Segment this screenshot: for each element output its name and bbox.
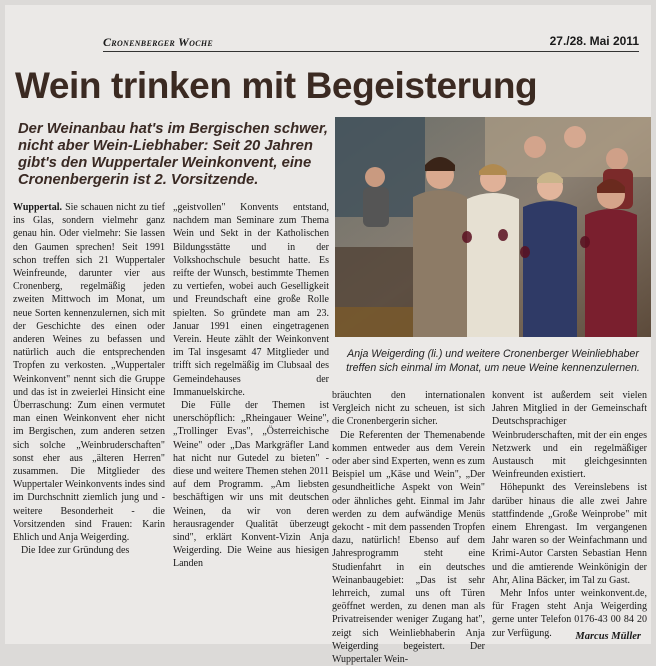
issue-date: 27./28. Mai 2011 <box>549 34 639 48</box>
article-text: bräuchten den internationalen Vergleich nicht zu scheuen, ist sich die Cronenbergerin sicher. <box>332 390 485 428</box>
article-headline: Wein trinken mit Begeisterung <box>15 65 538 106</box>
dateline: Wuppertal. <box>13 202 62 213</box>
article-column-1 <box>13 201 165 557</box>
article-text: „geistvollen" Konvents entstand, nachdem man Seminare zum Thema Wein und Sekt in der Katholischen Bildungsstätte und in der Volkshochschule besucht hatte. Es reifte der Wunsch, bestimmte Themen zu vertiefen, wobei auch Geselligkeit und Freundschaft eine große Rolle spielten. So gründete man am 23. Januar 1991 einen eingetragenen Verein. Heute zählt der Weinkonvent im Tal insgesamt 47 Mitglieder und trifft sich regelmäßig im Clubsaal des Gemeindehauses der Immanuelskirche. <box>173 202 329 398</box>
article-column-3 <box>332 389 485 666</box>
article-text: Die Idee zur Gründung des <box>21 545 130 557</box>
publication-name: Cronenberger Woche <box>103 35 213 49</box>
article-subheadline: Der Weinanbau hat's im Bergischen schwer, nicht aber Wein-Liebhaber: Seit 20 Jahren gibt's den Wuppertaler Weinkonvent, eine Cronenbergerin ist 2. Vorsitzende. <box>18 121 328 188</box>
newspaper-clipping <box>5 5 651 666</box>
author-byline: Marcus Müller <box>575 631 641 642</box>
group-photo-image <box>335 117 651 337</box>
article-text: Die Referenten der Themenabende kommen entweder aus dem Verein oder aber sind Experten, wenn es zum Beispiel um „Käse und Wein", „Der gesundheitliche Aspekt von Wein" oder ähnliches geht. Einmal im Jahr werden zu dem aufwändige Menüs gekocht - mit dem passenden Tropfen dazu, natürlich! Ebenso auf dem Jahresprogramm steht eine Studienfahrt in ein deutsches Weinanbaugebiet: „Das ist sehr lehrreich, zumal uns oft Türen geöffnet werden, zu denen man als Privatreisender weniger Zugang hat", zeigt sich Weinliebhaberin Anja Weigerding begeistert. Der Wuppertaler Wein- <box>332 429 485 666</box>
article-column-4 <box>492 389 647 640</box>
group-photo <box>335 117 651 337</box>
masthead <box>103 33 639 52</box>
article-column-2 <box>173 201 329 571</box>
article-text: Höhepunkt des Vereinslebens ist darüber hinaus die alle zwei Jahre stattfindende „Große Weinprobe" mit einem Ehrengast. Im vergangenen Jahr waren so der Weinfachmann und Krimi-Autor Carsten Sebastian Henn und die amtierende Weinkönigin der Ahr, Alina Bäcker, im Tal zu Gast. <box>492 482 647 586</box>
article-text: Sie schauen nicht zu tief ins Glas, sondern vielmehr ganz genau hin. Oder vielmehr: Sie lassen den Gaumen sprechen! Seit 1991 schon treffen sich 21 Wuppertaler Weinfreunde, darunter vier aus Cronenberg, regelmäßig jeden zweiten Mittwoch im Monat, um neue Sorten kennenzulernen, sich mit der Geschichte des einen oder anderen Weines zu befassen und natürlich auch die entsprechenden Tropfen zu verkosten. „Wuppertaler Weinkonvent" nennt sich die Gruppe und das ist in zweierlei Hinsicht eine Überraschung: Zum einen vermutet man einen Weinkonvent eher nicht im Bergischen, zum anderen setzen sich solche „Weinbruderschaften" sonst eher aus „älteren Herren" zusammen. Die Mitglieder des Wuppertaler Weinkonvents indes sind im Durchschnitt ziemlich jung und - weitere Besonderheit - die Vorsitzenden sind Frauen: Karin Ehlich und Anja Weigerding. <box>13 202 166 544</box>
photo-caption: Anja Weigerding (li.) und weitere Cronenberger Weinliebhaber treffen sich einmal im Monat, um neue Weine kennenzulernen. <box>346 348 640 374</box>
article-text: Die Fülle der Themen ist unerschöpflich: „Rheingauer Weine", „Trollinger Evas", „Österreichische Weine" oder „Das Markgräfler Land hat nicht nur Gutedel zu bieten" - diese und weitere Themen stehen 2011 auf dem Programm. „Am liebsten beschäftigen wir uns mit deutschen Weinen, da wir von deren herausragender Qualität überzeugt sind", erklärt Konvent-Vizin Anja Weigerding. Die Weine aus hiesigen Landen <box>173 400 329 570</box>
article-text: Mehr Infos unter weinkonvent.de, für Fragen steht Anja Weigerding gerne unter Telefon 0176-43 00 84 20 zur Verfügung. <box>492 588 647 639</box>
article-text: konvent ist außerdem seit vielen Jahren Mitglied in der Gemeinschaft Deutschsprachiger Weinbruderschaften, mit der ein enges Netzwerk und ein regelmäßiger Austausch mit gleichgesinnten Weinfreunden existiert. <box>492 390 647 481</box>
